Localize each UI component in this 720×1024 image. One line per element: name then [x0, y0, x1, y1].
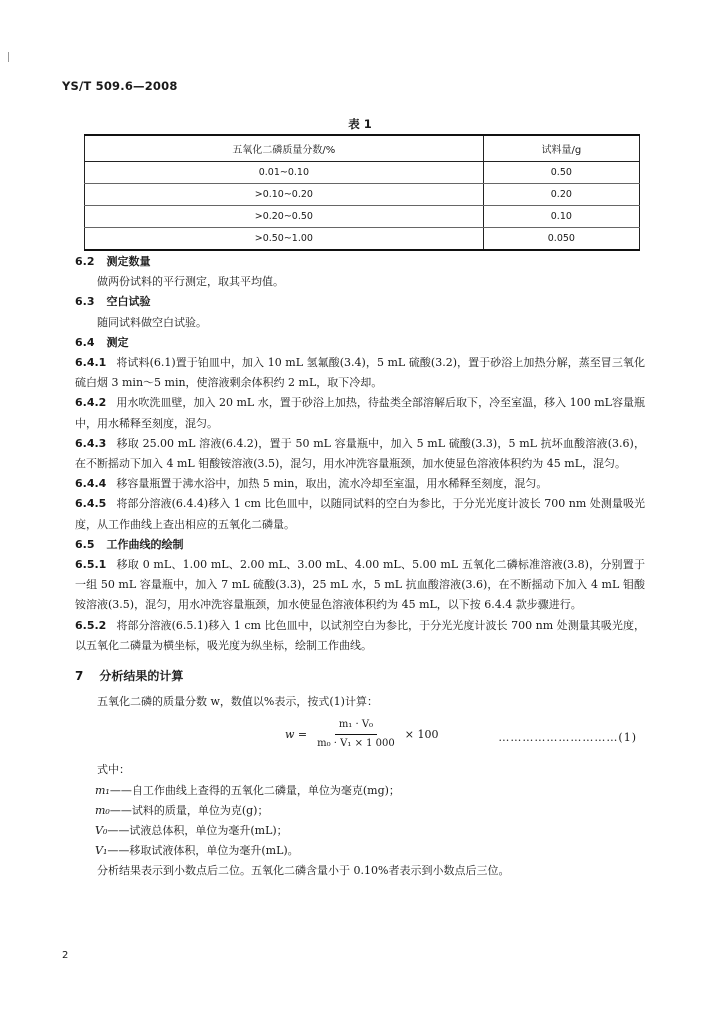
- formula-denominator: m₀ · V₁ × 1 000: [317, 738, 395, 750]
- table-cell: >0.50~1.00: [85, 228, 484, 251]
- variable-item: m₀——试料的质量，单位为克(g)；: [95, 803, 269, 817]
- paragraph-6-5-1: 6.5.1 移取 0 mL、1.00 mL、2.00 mL、3.00 mL、4.00 mL、5.00 mL 五氧化二磷标准溶液(3.8)，分别置于一组 50 mL 容量瓶中，加入 7 mL 硫酸(3.3)，25 mL 水，5 mL 抗血酸溶液(3.6)，在不断摇动下加入 4 mL 钼酸铵溶液(3.5)，混匀，用水冲洗容量瓶颈，加水使显色溶液体积约为 45 mL，以下按 6.4.4 款步骤进行。: [75, 558, 645, 612]
- sample-mass-table: [84, 134, 640, 251]
- paragraph-6-4-1: 6.4.1 将试料(6.1)置于铂皿中，加入 10 mL 氢氟酸(3.4)，5 mL 硫酸(3.2)，置于砂浴上加热分解，蒸至冒三氧化硫白烟 3 min～5 min，使溶液剩余体积约 2 mL，取下冷却。: [75, 356, 645, 390]
- table-cell: >0.20~0.50: [85, 206, 484, 228]
- column-header: 试料量/g: [483, 135, 639, 162]
- table-cell: 0.050: [483, 228, 639, 251]
- table-cell: 0.20: [483, 184, 639, 206]
- paragraph-6-4-4: 6.4.4 移容量瓶置于沸水浴中，加热 5 min，取出，流水冷却至室温，用水稀释至刻度，混匀。: [75, 477, 548, 491]
- paragraph-6-4-2: 6.4.2 用水吹洗皿壁，加入 20 mL 水，置于砂浴上加热，待盐类全部溶解后取下，冷至室温，移入 100 mL容量瓶中，用水稀释至刻度，混匀。: [75, 396, 645, 430]
- document-body: [75, 252, 645, 882]
- variable-item: m₁——自工作曲线上查得的五氧化二磷量，单位为毫克(mg)；: [95, 783, 400, 797]
- calculation-intro: 五氧化二磷的质量分数 w，数值以%表示，按式(1)计算：: [97, 695, 378, 709]
- formula-lhs: w =: [285, 727, 308, 741]
- result-precision-note: 分析结果表示到小数点后二位。五氧化二磷含量小于 0.10%者表示到小数点后三位。: [97, 864, 510, 878]
- section-heading-6-2: 6.2 测定数量: [75, 255, 151, 268]
- scan-edge-mark: [8, 52, 9, 62]
- paragraph-6-2: 做两份试料的平行测定，取其平均值。: [97, 275, 284, 289]
- section-heading-6-3: 6.3 空白试验: [75, 295, 151, 309]
- table-row: [85, 206, 640, 228]
- paragraph-6-4-3: 6.4.3 移取 25.00 mL 溶液(6.4.2)，置于 50 mL 容量瓶中，加入 5 mL 硫酸(3.3)，5 mL 抗坏血酸溶液(3.6)，在不断摇动下加入 4 mL 钼酸铵溶液(3.5)，混匀，用水冲洗容量瓶颈，加水使显色溶液体积约为 45 mL，混匀。: [75, 436, 645, 471]
- formula-1: [75, 714, 645, 758]
- table-header-row: [85, 135, 640, 162]
- formula-expression: [285, 718, 438, 751]
- column-header: 五氧化二磷质量分数/%: [85, 135, 484, 162]
- variable-definitions: [75, 781, 645, 862]
- formula-numerator: m₁ · V₀: [335, 718, 377, 735]
- table-cell: 0.01~0.10: [85, 162, 484, 184]
- where-label: 式中：: [97, 763, 130, 777]
- section-heading-7: 7 分析结果的计算: [75, 669, 184, 684]
- standard-code-header: YS/T 509.6—2008: [62, 79, 178, 93]
- paragraph-6-4-5: 6.4.5 将部分溶液(6.4.4)移入 1 cm 比色皿中，以随同试料的空白为参比，于分光光度计波长 700 nm 处测量吸光度，从工作曲线上查出相应的五氧化二磷量。: [75, 497, 645, 531]
- table-row: [85, 184, 640, 206]
- table-row: [85, 228, 640, 251]
- paragraph-6-3: 随同试料做空白试验。: [97, 315, 207, 329]
- table-cell: 0.50: [483, 162, 639, 184]
- formula-fraction: [313, 718, 399, 751]
- table-cell: >0.10~0.20: [85, 184, 484, 206]
- section-heading-6-4: 6.4 测定: [75, 335, 129, 349]
- formula-rhs: × 100: [404, 727, 439, 741]
- section-heading-6-5: 6.5 工作曲线的绘制: [75, 537, 184, 551]
- table-row: [85, 162, 640, 184]
- table-title: 表 1: [348, 117, 372, 131]
- variable-item: V₁——移取试液体积，单位为毫升(mL)。: [95, 844, 299, 858]
- table-cell: 0.10: [483, 206, 639, 228]
- page-number: 2: [62, 950, 69, 961]
- paragraph-6-5-2: 6.5.2 将部分溶液(6.5.1)移入 1 cm 比色皿中，以试剂空白为参比，于分光光度计波长 700 nm 处测量其吸光度，以五氧化二磷量为横坐标，吸光度为纵坐标，绘制工作曲线。: [75, 618, 645, 652]
- equation-number: …………………………(1): [498, 731, 637, 745]
- variable-item: V₀——试液总体积，单位为毫升(mL)；: [95, 824, 288, 838]
